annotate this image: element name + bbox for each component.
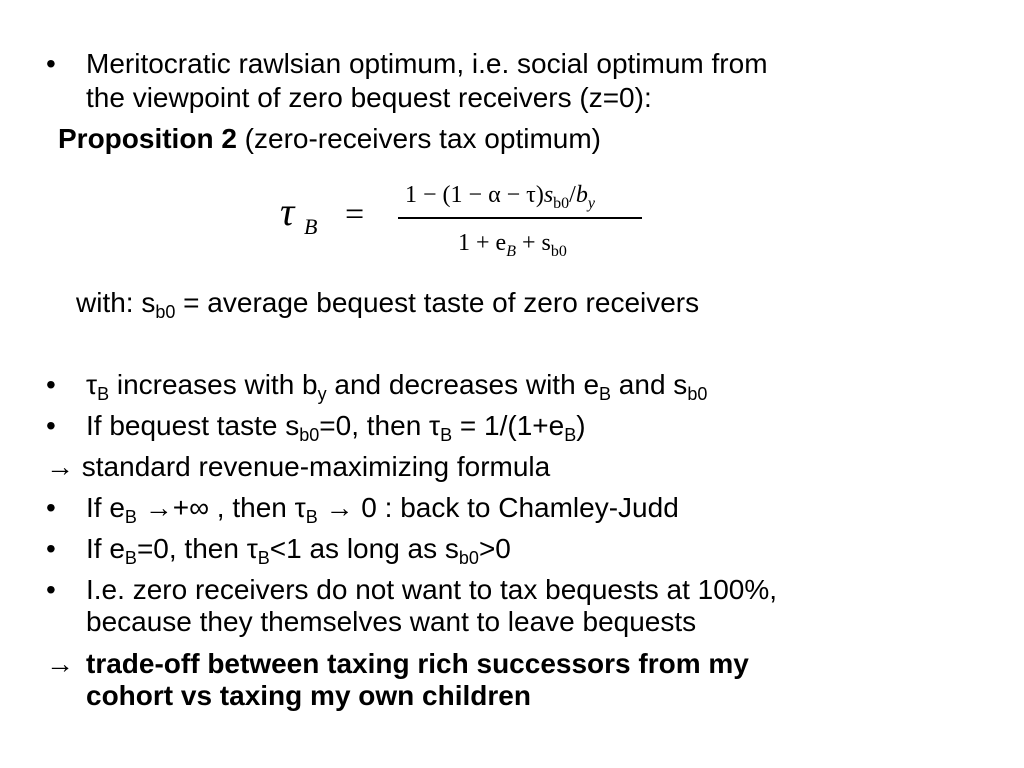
formula-numerator: $1 - (1 - \alpha - \tau)s_{b0}/b_y$ <box>405 182 595 212</box>
proposition-description: (zero-receivers tax optimum) <box>236 123 601 154</box>
tax-formula <box>280 170 650 270</box>
arrow-conclusion-2-line-1: trade-off between taxing rich successors from my <box>86 648 749 679</box>
formula-equals: = <box>345 196 365 233</box>
bullet-4-text: If $e_B$ →+∞ , then $\tau_B \to 0$ : back to Chamley-Judd <box>86 492 679 527</box>
bullet-2-text: $\tau_B$ increases with $b_y$ and decreases with $e_B$ and $s_{b0}$ <box>86 369 708 404</box>
proposition-title: Proposition 2 <box>58 123 237 154</box>
bullet-6-line-2: because they themselves want to leave bequests <box>86 606 697 637</box>
bullet-5-text: If $e_B=0$, then $\tau_B<1$ as long as $s_{b0}>0$ <box>86 533 511 568</box>
bullet-1-line-2: the viewpoint of zero bequest receivers (z=0): <box>86 82 652 113</box>
arrow-symbol: → <box>46 648 74 679</box>
arrow-conclusion-1: → standard revenue-maximizing formula <box>46 451 551 482</box>
bullet-1-line-1: Meritocratic rawlsian optimum, i.e. social optimum from <box>86 48 768 79</box>
formula-lhs-sub: B <box>304 214 318 239</box>
formula-lhs-tau: τ <box>280 189 295 234</box>
slide: • Meritocratic rawlsian optimum, i.e. social optimum from the viewpoint of zero bequest receivers (z=0): Proposition 2 (zero-receivers tax optimum) τ B = $1 - (1 - \alpha - \tau)s_{b0}/b_y$ $1 + e_B + s_{b0}$ with: $s_{b0}$ = average bequest taste of zero receivers • $\tau_B$ increases with $b_y$ and decreases with $e_B$ and $s_{b0}$ • If bequest taste $s_{b0}=0$, then $\tau_B = 1/(1+e_B)$ → standard revenue-maximizing formula • If $e_B$ →+∞ , then $\tau_B \to 0$ : back to Chamley-Judd • If $e_B=0$, then $\tau_B<1$ as long as $s_{b0}>0$ • I.e. zero receivers do not want to tax bequests at 100%, because they themselves want to leave bequests → trade-off between taxing rich successors from my cohort vs taxing my own children <box>46 48 778 711</box>
bullet-3-text: If bequest taste $s_{b0}=0$, then $\tau_B = 1/(1+e_B)$ <box>86 410 586 445</box>
definition-line: with: $s_{b0}$ = average bequest taste of zero receivers <box>76 287 700 322</box>
bullet-marker: • <box>46 48 56 79</box>
formula-denominator: $1 + e_B + s_{b0}$ <box>458 230 567 260</box>
bullet-6-line-1: I.e. zero receivers do not want to tax bequests at 100%, <box>86 574 778 605</box>
arrow-conclusion-2-line-2: cohort vs taxing my own children <box>86 680 531 711</box>
proposition-heading <box>58 122 601 156</box>
